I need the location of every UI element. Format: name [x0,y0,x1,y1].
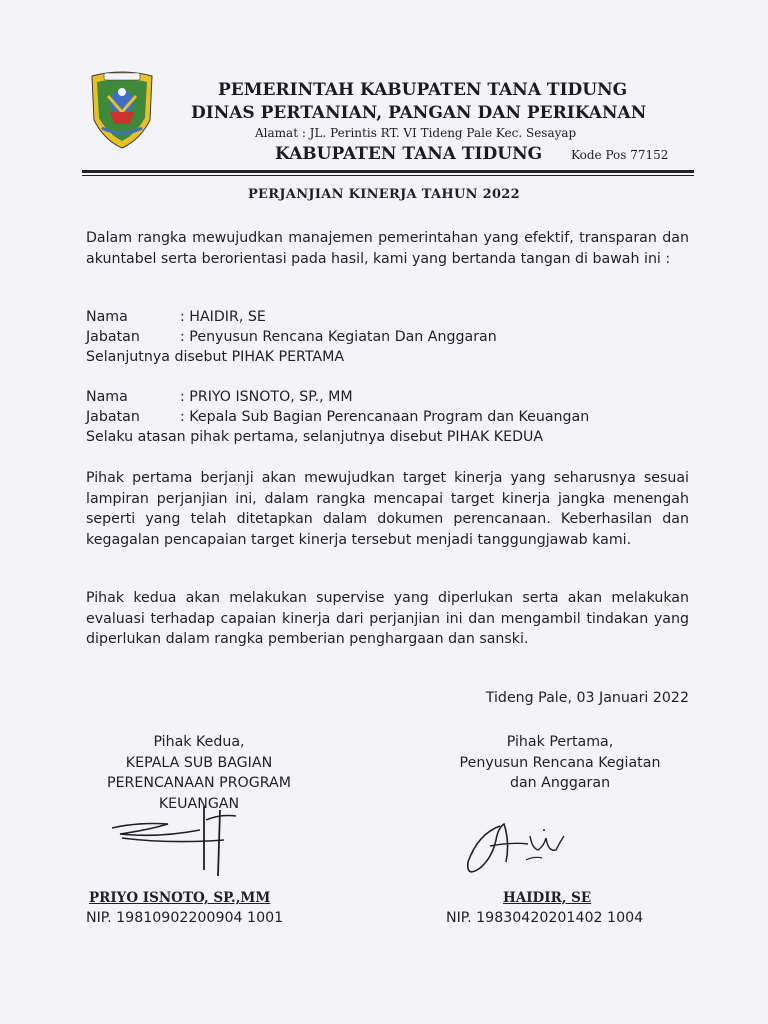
letterhead-postal-code: Kode Pos 77152 [571,148,669,162]
party1-name-value: : HAIDIR, SE [180,309,266,325]
party2-designation: Selaku atasan pihak pertama, selanjutnya disebut PIHAK KEDUA [86,429,544,445]
signatory-left-heading: Pihak Kedua, [153,734,245,750]
signatory-left-role-2: PERENCANAAN PROGRAM [107,775,291,791]
party2-position-label: Jabatan [86,409,140,425]
letterhead-agency: DINAS PERTANIAN, PANGAN DAN PERIKANAN [191,103,647,123]
regency-emblem-icon [88,68,156,150]
signatory-right-heading: Pihak Pertama, [506,734,614,750]
party2-name-value: : PRIYO ISNOTO, SP., MM [180,389,353,405]
handwritten-signature-right [460,812,580,884]
party1-position-row [86,329,497,345]
handwritten-signature-left [108,800,248,880]
party2-name-row [86,389,353,405]
supervision-paragraph: Pihak kedua akan melakukan supervise yang diperlukan serta akan melakukan evaluasi terhadap capaian kinerja dari perjanjian ini dan mengambil tindakan yang diperlukan dalam rangka pemberian penghargaan dan sanski. [86,590,689,647]
party1-name-row [86,309,266,325]
letterhead-address: Alamat : JL. Perintis RT. VI Tideng Pale Kec. Sesayap [255,126,577,140]
signatory-left-role-3: KEUANGAN [158,795,240,812]
letterhead-government: PEMERINTAH KABUPATEN TANA TIDUNG [218,80,628,100]
document-title: PERJANJIAN KINERJA TAHUN 2022 [247,187,521,202]
party1-position-value: : Penyusun Rencana Kegiatan Dan Anggaran [180,329,497,345]
party1-name-label: Nama [86,309,128,325]
signatory-right-name: HAIDIR, SE [503,890,592,906]
place-and-date: Tideng Pale, 03 Januari 2022 [485,690,689,706]
signatory-right-role-2: dan Anggaran [509,775,611,791]
letterhead-regency: KABUPATEN TANA TIDUNG [275,144,543,164]
signatory-right-block [420,732,700,794]
party2-position-value: : Kepala Sub Bagian Perencanaan Program dan Keuangan [180,409,590,425]
signatory-right-role-1: Penyusun Rencana Kegiatan [459,754,661,771]
party1-designation: Selanjutnya disebut PIHAK PERTAMA [86,349,345,365]
party2-position-row [86,409,589,425]
commitment-paragraph: Pihak pertama berjanji akan mewujudkan target kinerja yang seharusnya sesuai lampiran perjanjian ini, dalam rangka mencapai target kinerja jangka menengah seperti yang telah ditetapkan dalam dokumen perencanaan. Keberhasilan dan kegagalan pencapaian target kinerja tersebut menjadi tanggungjawab kami. [86,470,689,548]
letterhead-divider-thick [82,170,694,173]
intro-paragraph: Dalam rangka mewujudkan manajemen pemerintahan yang efektif, transparan dan akuntabel serta berorientasi pada hasil, kami yang bertanda tangan di bawah ini : [86,230,689,267]
signatory-left-role-1: KEPALA SUB BAGIAN [125,754,273,771]
letterhead-divider-thin [82,175,694,176]
party1-position-label: Jabatan [86,329,140,345]
party2-name-label: Nama [86,389,128,405]
signatory-left-name: PRIYO ISNOTO, SP.,MM [89,890,271,906]
signatory-left-nip: NIP. 19810902200904 1001 [86,910,284,926]
signatory-right-nip: NIP. 19830420201402 1004 [446,910,644,926]
